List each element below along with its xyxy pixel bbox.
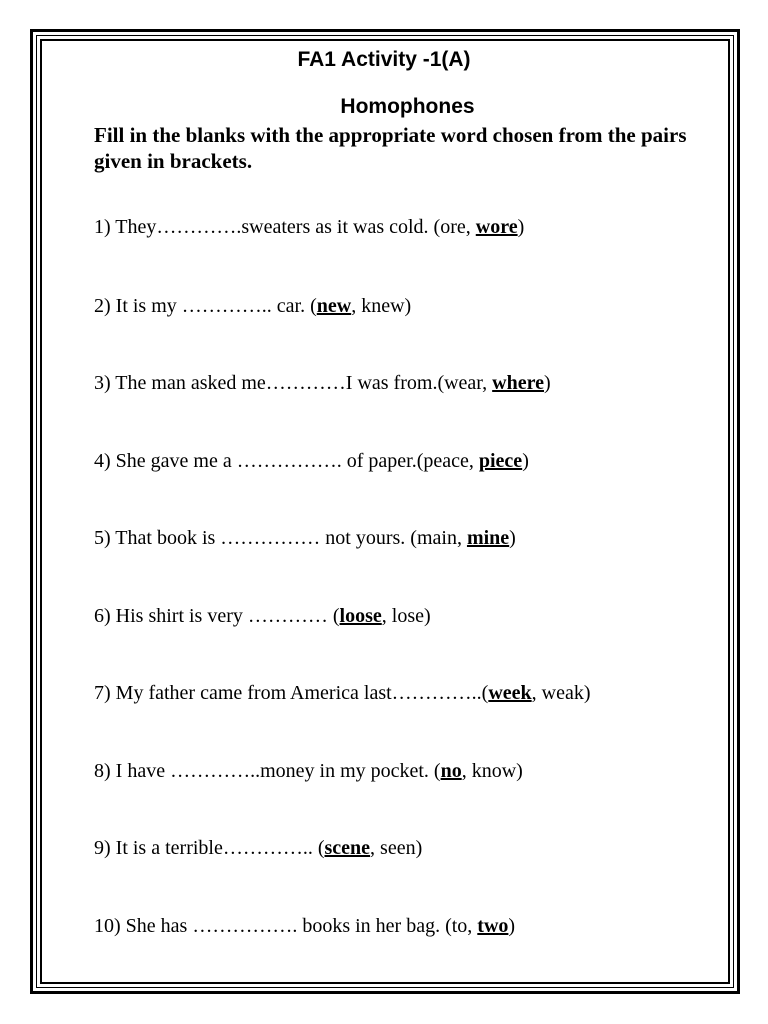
question-5: 5) That book is …………… not yours. (main, mine) — [94, 527, 516, 549]
answer-word: two — [477, 915, 509, 937]
answer-word: wore — [475, 216, 518, 238]
question-1: 1) They………….sweaters as it was cold. (ore, wore) — [94, 216, 525, 238]
answer-word: no — [440, 760, 462, 782]
answer-word: week — [488, 682, 532, 704]
answer-word: mine — [466, 527, 510, 549]
question-6: 6) His shirt is very ………… (loose, lose) — [94, 605, 431, 627]
question-3: 3) The man asked me…………I was from.(wear, where) — [94, 372, 551, 394]
answer-word: scene — [324, 837, 371, 859]
answer-word: piece — [478, 450, 523, 472]
question-4: 4) She gave me a ……………. of paper.(peace, piece) — [94, 450, 529, 472]
answer-word: new — [316, 295, 352, 317]
worksheet-title: FA1 Activity -1(A) — [297, 48, 471, 71]
question-10: 10) She has ……………. books in her bag. (to, two) — [94, 915, 516, 937]
answer-word: where — [492, 372, 544, 394]
question-7: 7) My father came from America last…………..(week, weak) — [94, 682, 591, 704]
worksheet-topic: Homophones — [340, 95, 475, 118]
answer-word: loose — [339, 605, 382, 627]
question-9: 9) It is a terrible………….. (scene, seen) — [94, 837, 423, 859]
question-8: 8) I have …………..money in my pocket. (no, know) — [94, 760, 523, 782]
worksheet-instructions: Fill in the blanks with the appropriate word chosen from the pairs given in brackets. — [94, 123, 687, 173]
question-2: 2) It is my ………….. car. (new, knew) — [94, 295, 412, 317]
